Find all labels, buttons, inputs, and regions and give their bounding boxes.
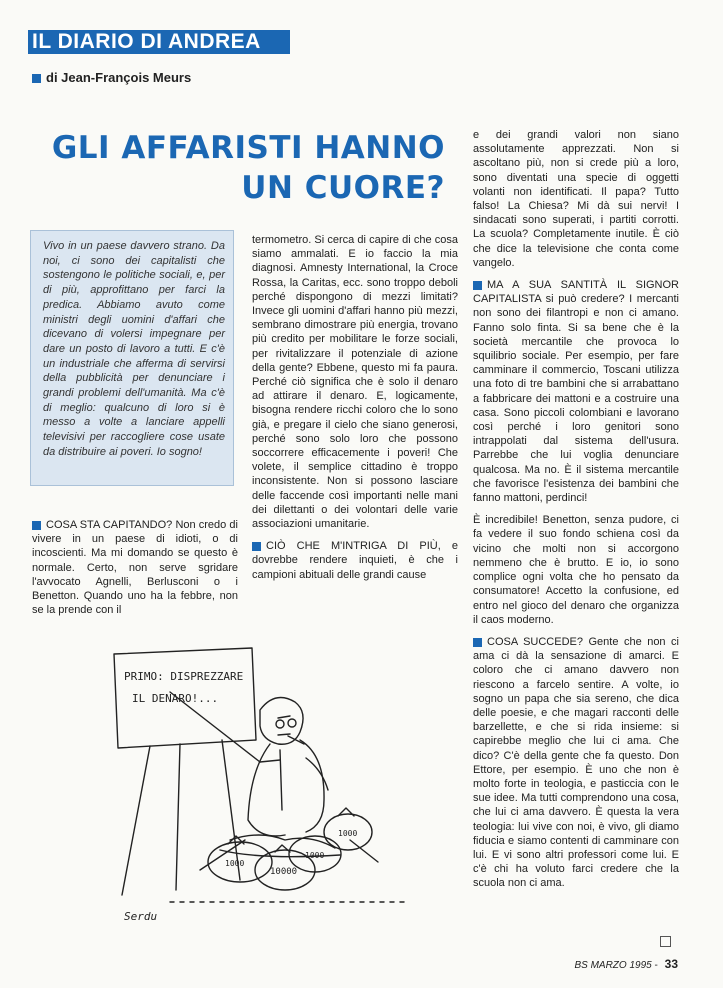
paragraph-text: COSA STA CAPITANDO? Non credo di vivere in un paese di idioti, o di incoscienti. Ma mi domando se questo è normale. Certo, non serve sgridare l'avvocato Agnelli, Berlusconi o i Benetton. Quando uno ha la febbre, non se la prende con il [32, 519, 238, 617]
bullet-square-icon [32, 521, 41, 530]
intro-box [30, 230, 234, 486]
paragraph [252, 539, 458, 582]
bag-label: 1000 [305, 851, 325, 860]
headline-line-1: GLI AFFARISTI HANNO [51, 130, 445, 166]
paragraph [32, 518, 238, 617]
author: di Jean-François Meurs [46, 70, 192, 85]
paragraph-text: CIÒ CHE M'INTRIGA DI PIÙ, e dovrebbe rendere inquieti, è che i campioni abituali delle grandi cause [252, 540, 458, 581]
paragraph: e dei grandi valori non siano assolutamente apprezzati. Non si ascoltano più, non si crede più a loro, sono diventati una specie di oggetti volanti non identificati. Il papa? Tutto falso! La Chiesa? Mi dà sui nervi! I sindacati sono superati, i partiti corrotti. La scuola? Completamente inutile. È ciò che dice la televisione che conta come vangelo. [473, 129, 679, 269]
intro-text: Vivo in un paese davvero strano. Da noi, ci sono dei capitalisti che sostengono le politiche sociali, e, per di più, approfittano per farci la predica. Abbiamo avuto come ministri degli uomini d'affari che dicevano di volersi impegnare per dare un posto di lavoro a tutti. E c'è un industriale che afferma di servirsi della pubblicità per denunciare i grandi problemi dell'umanità. Ma c'è di meglio: qualcuno di loro si è messo a volte a lanciare appelli televisivi per raccogliere cose usate da distribuire ai poveri. Io sogno! [43, 240, 225, 458]
bag-label: 1000 [225, 859, 245, 868]
board-text-line-1: PRIMO: DISPREZZARE [124, 670, 244, 683]
page-number: 33 [664, 957, 678, 971]
paragraph: termometro. Si cerca di capire di che cosa siamo ammalati. E io faccio la mia diagnosi. Amnesty International, la Croce Rossa, la Caritas, ecc. sono troppo deboli perché dispongono di mezzi limitati? Invece gli uomini d'affari hanno più mezzi, sembrano dimostrare più energia, trovano più credito per mobilitare le forze sociali, per rivitalizzare il potenziale di azione della gente? Ebbene, questo mi fa paura. Perché ciò significa che è solo il denaro ad attirare il denaro. E, logicamente, bisogna rendere ricchi coloro che lo sono già, e pregare il cielo che siano generosi, perché sono solo loro che possono soccorrere efficacemente i poveri! Che volete, il semplice cittadino è troppo inconsistente. Non si possono lasciare delle faccende così importanti nelle mani dei dilettanti o dei volontari delle varie associazioni umanitarie. [252, 234, 458, 531]
column-3 [473, 128, 679, 899]
column-2 [252, 233, 458, 590]
end-mark-icon [660, 936, 671, 947]
byline [32, 70, 191, 85]
magazine-issue: BS MARZO 1995 [574, 960, 652, 971]
bullet-square-icon [473, 281, 482, 290]
column-title: IL DIARIO DI ANDREA [32, 30, 261, 53]
bullet-square-icon [32, 74, 41, 83]
column-1 [32, 518, 238, 625]
headline [25, 128, 445, 208]
paragraph [473, 635, 679, 891]
artist-signature: Serdu [124, 910, 158, 923]
bullet-square-icon [473, 638, 482, 647]
bag-label: 1000 [338, 829, 358, 838]
paragraph [473, 278, 679, 505]
paragraph-text: MA A SUA SANTITÀ IL SIGNOR CAPITALISTA si può credere? I mercanti non sono dei filantropi e non ci amano. Fanno solo finta. Si sa bene che è la società mercantile che provoca lo squilibrio sociale. Per esempio, per fare camminare il commercio, Toscani utilizza una foto di tre bambini che si arrabattano a fabbricare dei mattoni e a costruire una casa. Sono piccoli colombiani e lavorano così perché i loro genitori sono intrappolati dal sistema dell'usura. Parrebbe che lui voglia denunciare qualcosa. Ma no. È il sistema mercantile che favorisce l'esistenza dei bambini che fanno mattoni, perdinci! [473, 279, 679, 505]
paragraph-text: COSA SUCCEDE? Gente che non ci ama ci dà la sensazione di amarci. E coloro che ci amano davvero non riescono a farcelo sentire. A volte, io sogno un papa che sia sereno, che dica delle poesie, e che magari racconti delle barzellette, e che si rida insieme: si capirebbe meglio che lui ci ama. Che dico? C'è della gente che fa questo. Don Ettore, per esempio. È uno che non è molto forte in teologia, e pasticcia con le sue idee. Ma tutti comprendono una cosa, che lui ci ama davvero. È questa la vera teologia: lui vive con noi, è vivo, gli diamo fiducia e siamo contenti di camminare con lui. E vi sono altri professori come lui. E c'è chi ha voluto farci credere che la scuola non ci ama. [473, 635, 679, 890]
board-text-line-2: IL DENARO!... [132, 692, 219, 705]
footer-separator: - [654, 960, 658, 971]
paragraph: È incredibile! Benetton, senza pudore, ci fa vedere il suo fondo schiena così da vicino che molti non si accorgono nemmeno che è brutto. E io, io sono complice ogni volta che ho pensato da consumatore! Accetto la confusione, ed entro nel gioco del denaro che organizza il caos moderno. [473, 514, 679, 626]
headline-line-2: UN CUORE? [241, 170, 445, 206]
bullet-square-icon [252, 542, 261, 551]
page-footer [574, 957, 678, 971]
cartoon-illustration [110, 640, 440, 940]
bag-label: 10000 [270, 867, 298, 877]
